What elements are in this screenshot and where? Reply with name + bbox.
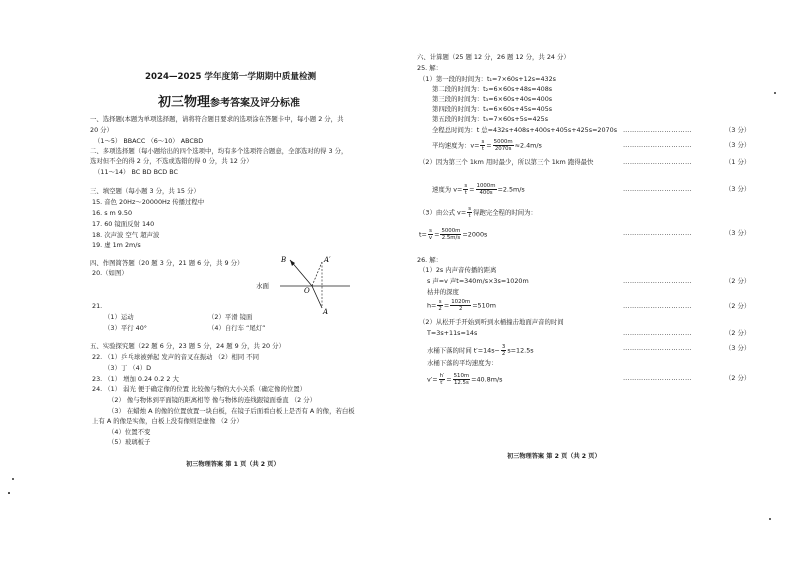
frac-num: s <box>481 139 485 145</box>
answer-q22-a: 22. （1）乒乓球被弹起 发声的音叉在振动 （2）相同 不同 <box>92 353 260 361</box>
answer-q21-2: （2）平滑 镜面 <box>208 313 253 321</box>
frac-den: t′ <box>440 380 444 386</box>
q26-1-depth-formula <box>427 299 496 312</box>
score-1pt: （1 分） <box>725 158 751 166</box>
section3-heading: 三、填空题（每小题 3 分，共 15 分） <box>90 187 200 195</box>
label-A: A <box>323 308 329 316</box>
frac-den: 2 <box>501 351 506 357</box>
equals: = <box>443 301 450 310</box>
subject-title: 初三物理 <box>158 95 211 110</box>
q25-1-average-speed <box>432 139 542 152</box>
answer-q19: 19. 虚 1m 2m/s <box>92 241 141 249</box>
frac-num: 3 <box>501 344 506 350</box>
scan-speck <box>8 492 10 494</box>
formula-result: ≈2.4m/s <box>514 141 542 150</box>
q25-1-segment4: 第四段的时间为：t₄=6×60s+45s=405s <box>432 105 553 113</box>
answer-q23: 23. （1） 增加 0.24 0.2 2 大 <box>92 375 179 383</box>
score-leader-dots: ………………………… <box>623 374 692 382</box>
score-leader-dots: ………………………… <box>623 141 692 149</box>
q26-2-total-time: T=3s+11s=14s <box>427 329 478 337</box>
score-2pts: （2 分） <box>725 374 751 382</box>
answer-q18: 18. 次声波 空气 超声波 <box>92 231 160 239</box>
formula-text: 得跑完全程的时间为： <box>473 208 537 217</box>
fraction-values <box>453 373 471 386</box>
formula-label: h= <box>427 301 437 310</box>
scan-speck <box>769 518 771 520</box>
answer-q22-b: （3）丁 （4）D <box>104 364 152 372</box>
frac-den: 2.5m/s <box>441 235 461 241</box>
formula-label: 水桶下落的时间 t′=14s− <box>427 346 500 355</box>
q25-3-formula <box>419 206 537 219</box>
fraction-s-over-v <box>428 228 433 241</box>
right-page <box>397 0 794 561</box>
answer-q24-3b: 上有 A 的像是实像，白板上没有像则是虚像 （2 分） <box>92 417 243 425</box>
frac-den: 2070s <box>494 146 512 152</box>
extension-line <box>312 262 322 286</box>
answer-q24-2: （2） 像与物体到平面镜的距离相等 像与物体的连线跟镜面垂直 （2 分） <box>108 396 316 404</box>
score-3pts: （3 分） <box>725 185 751 193</box>
q25-1-segment3: 第三段的时间为：t₃=6×60s+40s=400s <box>432 95 553 103</box>
score-leader-dots: ………………………… <box>623 185 692 193</box>
q25-1-total-time: 全程总时间为：t 总=432s+408s+400s+405s+425s=2070s <box>432 126 618 134</box>
score-leader-dots: ………………………… <box>623 344 692 352</box>
q26-1-heading: （1）2s 内声音传播的距离 <box>419 266 497 274</box>
section5-heading: 五、实验探究题（22 题 6 分，23 题 5 分，24 题 9 分，共 20 分） <box>90 342 285 350</box>
fraction-s-over-t <box>463 183 468 196</box>
formula-result: =2.5m/s <box>497 185 525 194</box>
label-O: O <box>304 287 310 295</box>
section1-answers: （1～5） BBACC （6～10） ABCBD <box>94 137 204 145</box>
fraction-values <box>476 183 497 196</box>
frac-num: 510m <box>453 373 470 379</box>
score-leader-dots: ………………………… <box>623 329 692 337</box>
answer-q24-4: （4）位置不变 <box>108 428 151 436</box>
q25-1-segment1: （1）第一段的时间为：t₁=7×60s+12s=432s <box>419 75 556 83</box>
answer-q17: 17. 60 镜面反射 140 <box>92 220 155 228</box>
fraction-h-over-t <box>439 373 446 386</box>
frac-num: 1020m <box>451 299 471 305</box>
score-2pts: （2 分） <box>725 277 751 285</box>
answer-key-title <box>158 91 300 110</box>
q26-2-avg-speed-label: 水桶下落的平均速度为： <box>427 359 498 367</box>
answer-q21-4: （4）自行车 “尾灯” <box>208 324 266 332</box>
right-footer: 初三物理答案 第 2 页（共 2 页） <box>507 453 601 460</box>
section4-heading: 四、作图简答题（20 题 3 分，21 题 6 分，共 9 分） <box>90 259 244 267</box>
q26-2-heading: （2）从松开手开始到听到水桶撞击地面声音的时间 <box>419 318 564 326</box>
frac-num: s <box>438 299 442 305</box>
answer-q21: 21. <box>92 302 103 310</box>
frac-den: 12.5s <box>453 380 469 386</box>
label-B: B <box>281 256 287 264</box>
score-leader-dots: ………………………… <box>623 277 692 285</box>
fraction-s-over-2 <box>437 299 442 312</box>
section1-heading-a: 一、选择题(本题为单项选择题，请将符合题目要求的选项涂在答题卡中，每小题 2 分，共 <box>90 115 344 123</box>
formula-label: 速度为 v= <box>432 185 463 194</box>
answer-q20: 20.（如图） <box>92 269 128 277</box>
answer-q24-5: （5）玻璃板子 <box>108 438 151 446</box>
formula-label: v′= <box>427 375 438 384</box>
formula-result: =40.8m/s <box>471 375 503 384</box>
frac-den: t <box>481 146 484 152</box>
exam-title: 2024—2025 学年度第一学期期中质量检测 <box>145 72 317 82</box>
q25-header: 25. 解： <box>417 64 442 72</box>
answer-q24-1: 24. （1） 弱光 便于确定像的位置 比较像与物的大小关系（确定像的位置） <box>92 385 307 393</box>
q26-2-avg-speed-formula <box>427 373 502 386</box>
reflection-figure <box>250 250 360 316</box>
formula-label: 平均速度为：v= <box>432 141 480 150</box>
q26-1-distance: s 声=v 声t=340m/s×3s=1020m <box>427 277 529 285</box>
section2-heading-a: 二、多项选择题（每小题给出的四个选项中，均有多个选项符合题意，全部选对的得 3 分， <box>90 147 348 155</box>
answer-q24-3a: （3） 在蜡烛 A 的像的位置放置一块白板，在镜子后面看白板上是否有 A 的像，若白板 <box>108 407 355 415</box>
score-3pts: （3 分） <box>725 344 751 352</box>
score-2pts: （2 分） <box>725 302 751 310</box>
equals: = <box>446 375 452 384</box>
scan-speck <box>774 92 776 94</box>
formula-result: =510m <box>472 301 496 310</box>
equals: = <box>434 230 440 239</box>
frac-num: s <box>429 228 432 234</box>
frac-num: s <box>468 206 471 212</box>
frac-den: t <box>464 190 467 196</box>
formula-label: t= <box>419 230 427 239</box>
frac-den: 2 <box>458 306 463 312</box>
q26-header: 26. 解： <box>417 256 442 264</box>
fraction-values <box>450 299 471 312</box>
answer-q21-3: （3）平行 40° <box>104 324 147 332</box>
q25-2-speed <box>432 183 525 196</box>
score-2pts: （2 分） <box>725 329 751 337</box>
frac-den: v <box>428 235 433 241</box>
scan-speck <box>12 478 14 480</box>
section6-heading: 六、计算题（25 题 12 分，26 题 12 分，共 24 分） <box>417 53 570 61</box>
q25-3-time <box>419 228 487 241</box>
frac-num: s <box>464 183 468 189</box>
frac-num: 1000m <box>476 183 496 189</box>
section1-heading-b: 20 分） <box>90 126 113 134</box>
q26-1-depth-label: 枯井的深度 <box>427 288 459 296</box>
frac-num: 5000m <box>493 139 513 145</box>
score-leader-dots: ………………………… <box>623 302 692 310</box>
fraction-values <box>493 139 514 152</box>
frac-num: 5000m <box>441 228 461 234</box>
answer-q15: 15. 音色 20Hz～20000Hz 传播过程中 <box>92 198 205 206</box>
frac-den: t <box>468 213 471 219</box>
answer-key-subtitle: 参考答案及评分标准 <box>210 98 301 109</box>
label-A-prime: A′ <box>324 256 331 264</box>
section2-heading-b: 选对但不全的得 2 分，不选或选错的得 0 分，共 12 分） <box>90 157 253 165</box>
answer-q21-1: （1）运动 <box>104 313 134 321</box>
score-3pts: （3 分） <box>725 229 751 237</box>
formula-result: =2000s <box>462 230 488 239</box>
section2-answers: （11～14） BC BD BCD BC <box>94 168 178 176</box>
equals: = <box>486 141 492 150</box>
frac-den: 2 <box>438 306 442 312</box>
frac-num: h′ <box>439 373 445 379</box>
frac-den: 400s <box>479 190 493 196</box>
score-3pts: （3 分） <box>725 126 751 134</box>
fraction-s-over-t <box>480 139 485 152</box>
fraction-3-over-2 <box>501 344 506 357</box>
answer-q16: 16. s m 9.50 <box>92 209 133 217</box>
label-water-surface: 水面 <box>256 282 269 290</box>
score-3pts: （3 分） <box>725 141 751 149</box>
equals: = <box>469 185 475 194</box>
fraction-s-over-t <box>467 206 472 219</box>
left-footer: 初三物理答案 第 1 页（共 2 页） <box>186 461 280 468</box>
score-leader-dots: ………………………… <box>623 158 692 166</box>
q25-1-segment5: 第五段的时间为：t₅=7×60s+5s=425s <box>432 115 549 123</box>
q26-2-fall-time <box>427 344 534 357</box>
formula-result: s=12.5s <box>507 346 534 355</box>
q25-1-segment2: 第二段的时间为：t₂=6×60s+48s=408s <box>432 85 553 93</box>
formula-label: （3）由公式 v= <box>419 208 467 217</box>
score-leader-dots: ………………………… <box>623 229 692 237</box>
incident-ray <box>312 286 322 308</box>
fraction-values <box>440 228 461 241</box>
score-leader-dots: ………………………… <box>623 126 692 134</box>
q25-2-reason: （2）因为第三个 1km 用时最少，所以第三个 1km 跑得最快 <box>419 158 594 166</box>
